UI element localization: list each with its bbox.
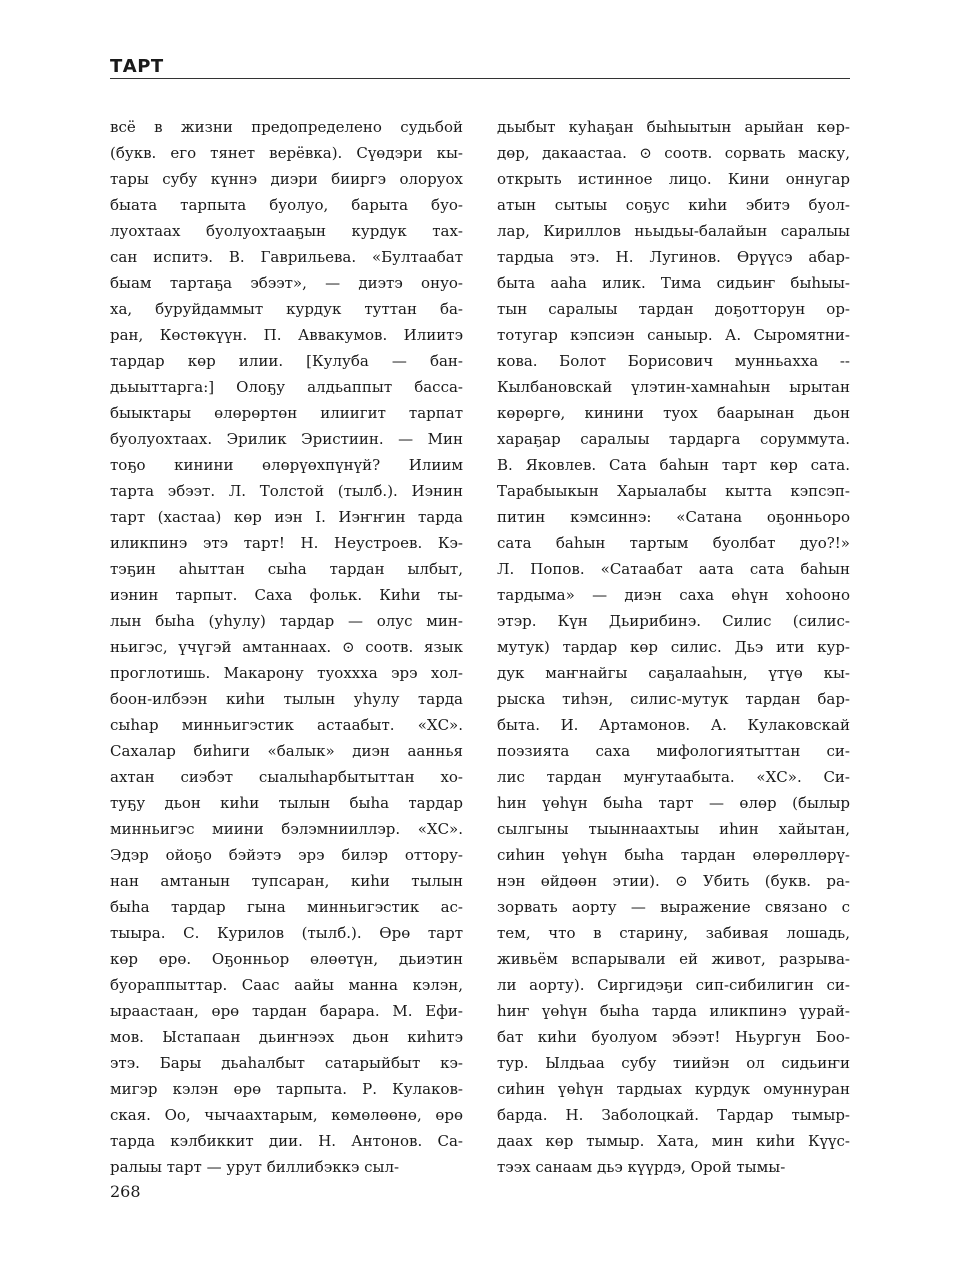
text-line: быыктары өлөрөртөн илиигит тарпат bbox=[110, 404, 463, 422]
header-rule bbox=[110, 78, 850, 79]
text-line: бат киһи буолуом эбээт! Ньургун Боо- bbox=[497, 1028, 850, 1046]
text-line: Кылбановскай үлэтин-хамнаһын ырытан bbox=[497, 378, 850, 396]
text-line: ахтан сиэбэт сыалыһарбытыттан хо- bbox=[110, 768, 463, 786]
text-line: һин үөһүн быһа тарт — өлөр (былыр bbox=[497, 794, 850, 812]
text-line: быта ааһа илик. Тима сидьиҥ быһыы- bbox=[497, 274, 850, 292]
text-line: тоҕо кинини өлөрүөхпүнүй? Илиим bbox=[110, 456, 463, 474]
text-line: тээх санаам дьэ күүрдэ, Орой тымы- bbox=[497, 1158, 786, 1176]
text-line: ыраастаан, өрө тардан барара. М. Ефи- bbox=[110, 1002, 463, 1020]
text-line: Тарабыыкын Харыалабы кытта кэпсэп- bbox=[497, 482, 850, 500]
text-line: поэзията саха мифологиятыттан си- bbox=[497, 742, 850, 760]
text-line: Л. Попов. «Сатаабат аата сата баһын bbox=[497, 560, 850, 578]
text-line: В. Яковлев. Сата баһын тарт көр сата. bbox=[497, 456, 850, 474]
text-line: быта. И. Артамонов. А. Кулаковскай bbox=[497, 716, 850, 734]
text-line: этэр. Күн Дьирибинэ. Силис (силис- bbox=[497, 612, 850, 630]
text-line: ха, буруйдаммыт курдук туттан ба- bbox=[110, 300, 463, 318]
text-line: ран, Көстөкүүн. П. Аввакумов. Илиитэ bbox=[110, 326, 463, 344]
text-line: мутук) тардар көр силис. Дьэ ити кур- bbox=[497, 638, 850, 656]
text-line: быһа тардар гына минньигэстик ас- bbox=[110, 898, 463, 916]
page-number: 268 bbox=[110, 1182, 141, 1201]
text-line: тардар көр илии. [Кулуба — бан- bbox=[110, 352, 463, 370]
text-line: сылгыны тыыннаахтыы иһин хайытан, bbox=[497, 820, 850, 838]
text-line: тур. Ылдьаа субу тиийэн ол сидьиҥи bbox=[497, 1054, 850, 1072]
text-line: нэн өйдөөн этии). ⊙ Убить (букв. ра- bbox=[497, 872, 850, 890]
text-line: лар, Кириллов ньыдьы-балайын саралыы bbox=[497, 222, 850, 240]
text-line: живьём вспарывали ей живот, разрыва- bbox=[497, 950, 850, 968]
text-line: нан амтанын тупсаран, киһи тылын bbox=[110, 872, 463, 890]
text-line: сиһин үөһүн быһа тардан өлөрөллөрү- bbox=[497, 846, 850, 864]
text-line: дьыыттарга:] Олоҕу алдьаппыт басса- bbox=[110, 378, 463, 396]
text-line: проглотишь. Макарону туоххха эрэ хол- bbox=[110, 664, 463, 682]
text-line: боон-илбээн киһи тылын уһулу тарда bbox=[110, 690, 463, 708]
text-line: дөр, дакаастаа. ⊙ соотв. сорвать маску, bbox=[497, 144, 850, 162]
text-line: минньигэс миини бэлэмнииллэр. «ХС». bbox=[110, 820, 463, 838]
text-line: этэ. Бары дьаһалбыт сатарыйбыт кэ- bbox=[110, 1054, 463, 1072]
text-line: дьыбыт куһаҕан быһыытын арыйан көр- bbox=[497, 118, 850, 136]
text-line: ралыы тарт — урут биллибэккэ сыл- bbox=[110, 1158, 400, 1176]
text-line: ская. Оо, чычаахтарым, көмөлөөнө, өрө bbox=[110, 1106, 463, 1124]
text-line: тары субу күннэ диэри бииргэ олоруох bbox=[110, 170, 463, 188]
text-line: кова. Болот Борисович мунньахха -- bbox=[497, 352, 850, 370]
left-column bbox=[110, 114, 463, 1180]
text-line: лис тардан муҥутаабыта. «ХС». Си- bbox=[497, 768, 850, 786]
text-line: тарда кэлбиккит дии. Н. Антонов. Са- bbox=[110, 1132, 463, 1150]
text-line: ньигэс, үчүгэй амтаннаах. ⊙ соотв. язык bbox=[110, 638, 463, 656]
text-line: тардыа этэ. Н. Лугинов. Өрүүсэ абар- bbox=[497, 248, 850, 266]
running-header: ТАРТ bbox=[110, 56, 164, 77]
text-line: барда. Н. Заболоцкай. Тардар тымыр- bbox=[497, 1106, 850, 1124]
text-line: тотугар кэпсиэн саныыр. А. Сыромятни- bbox=[497, 326, 850, 344]
text-line: көрөргө, кинини туох баарынан дьон bbox=[497, 404, 850, 422]
text-line: мигэр кэлэн өрө тарпыта. Р. Кулаков- bbox=[110, 1080, 463, 1098]
text-line: луохтаах буолуохтааҕын курдук тах- bbox=[110, 222, 463, 240]
text-line: питин кэмсиннэ: «Сатана оҕонньоро bbox=[497, 508, 850, 526]
text-line: лын быһа (уһулу) тардар — олус мин- bbox=[110, 612, 463, 630]
text-line: даах көр тымыр. Хата, мин киһи Күүс- bbox=[497, 1132, 850, 1150]
text-line: сыһар минньигэстик астаабыт. «ХС». bbox=[110, 716, 463, 734]
text-line: хараҕар саралыы тардарга соруммута. bbox=[497, 430, 850, 448]
text-line: открыть истинное лицо. Кини оннугар bbox=[497, 170, 850, 188]
text-line: рыска тиһэн, силис-мутук тардан бар- bbox=[497, 690, 850, 708]
text-line: туҕу дьон киһи тылын быһа тардар bbox=[110, 794, 463, 812]
text-line: Сахалар биһиги «балык» диэн ааннья bbox=[110, 742, 463, 760]
text-line: тыыра. С. Курилов (тылб.). Өрө тарт bbox=[110, 924, 463, 942]
text-line: всё в жизни предопределено судьбой bbox=[110, 118, 463, 136]
text-line: буораппыттар. Саас аайы манна кэлэн, bbox=[110, 976, 463, 994]
text-line: зорвать аорту — выражение связано с bbox=[497, 898, 850, 916]
text-line: буолуохтаах. Эрилик Эристиин. — Мин bbox=[110, 430, 463, 448]
text-line: дук маҥнайгы саҕалааһын, үтүө кы- bbox=[497, 664, 850, 682]
text-line: тарт (хастаа) көр иэн I. Иэҥҥин тарда bbox=[110, 508, 463, 526]
text-line: сиһин үөһүн тардыах курдук омуннуран bbox=[497, 1080, 850, 1098]
text-line: Эдэр ойоҕо бэйэтэ эрэ билэр оттору- bbox=[110, 846, 463, 864]
text-line: ли аорту). Сиргидэҕи сип-сибилигин си- bbox=[497, 976, 850, 994]
text-line: иликпинэ этэ тарт! Н. Неустроев. Кэ- bbox=[110, 534, 463, 552]
text-line: тарта эбээт. Л. Толстой (тылб.). Иэнин bbox=[110, 482, 463, 500]
text-line: атын сытыы соҕус киһи эбитэ буол- bbox=[497, 196, 850, 214]
text-line: быата тарпыта буолуо, барыта буо- bbox=[110, 196, 463, 214]
text-line: иэнин тарпыт. Саха фольк. Киһи ты- bbox=[110, 586, 463, 604]
text-line: һиҥ үөһүн быһа тарда иликпинэ үурай- bbox=[497, 1002, 850, 1020]
text-line: тем, что в старину, забивая лошадь, bbox=[497, 924, 850, 942]
right-column bbox=[497, 114, 850, 1180]
text-line: сата баһын тартым буолбат дуо?!» bbox=[497, 534, 850, 552]
text-line: мов. Ыстапаан дьиҥнээх дьон киһитэ bbox=[110, 1028, 463, 1046]
text-line: (букв. его тянет верёвка). Сүөдэри кы- bbox=[110, 144, 463, 162]
text-line: көр өрө. Оҕонньор өлөөтүн, дьиэтин bbox=[110, 950, 463, 968]
text-line: сан испитэ. В. Гаврильева. «Бултаабат bbox=[110, 248, 463, 266]
text-line: тын саралыы тардан доҕотторун ор- bbox=[497, 300, 850, 318]
text-line: тэҕин аһыттан сыһа тардан ылбыт, bbox=[110, 560, 463, 578]
text-line: тардыма» — диэн саха өһүн хоһооно bbox=[497, 586, 850, 604]
text-line: быам тартаҕа эбээт», — диэтэ онуо- bbox=[110, 274, 463, 292]
